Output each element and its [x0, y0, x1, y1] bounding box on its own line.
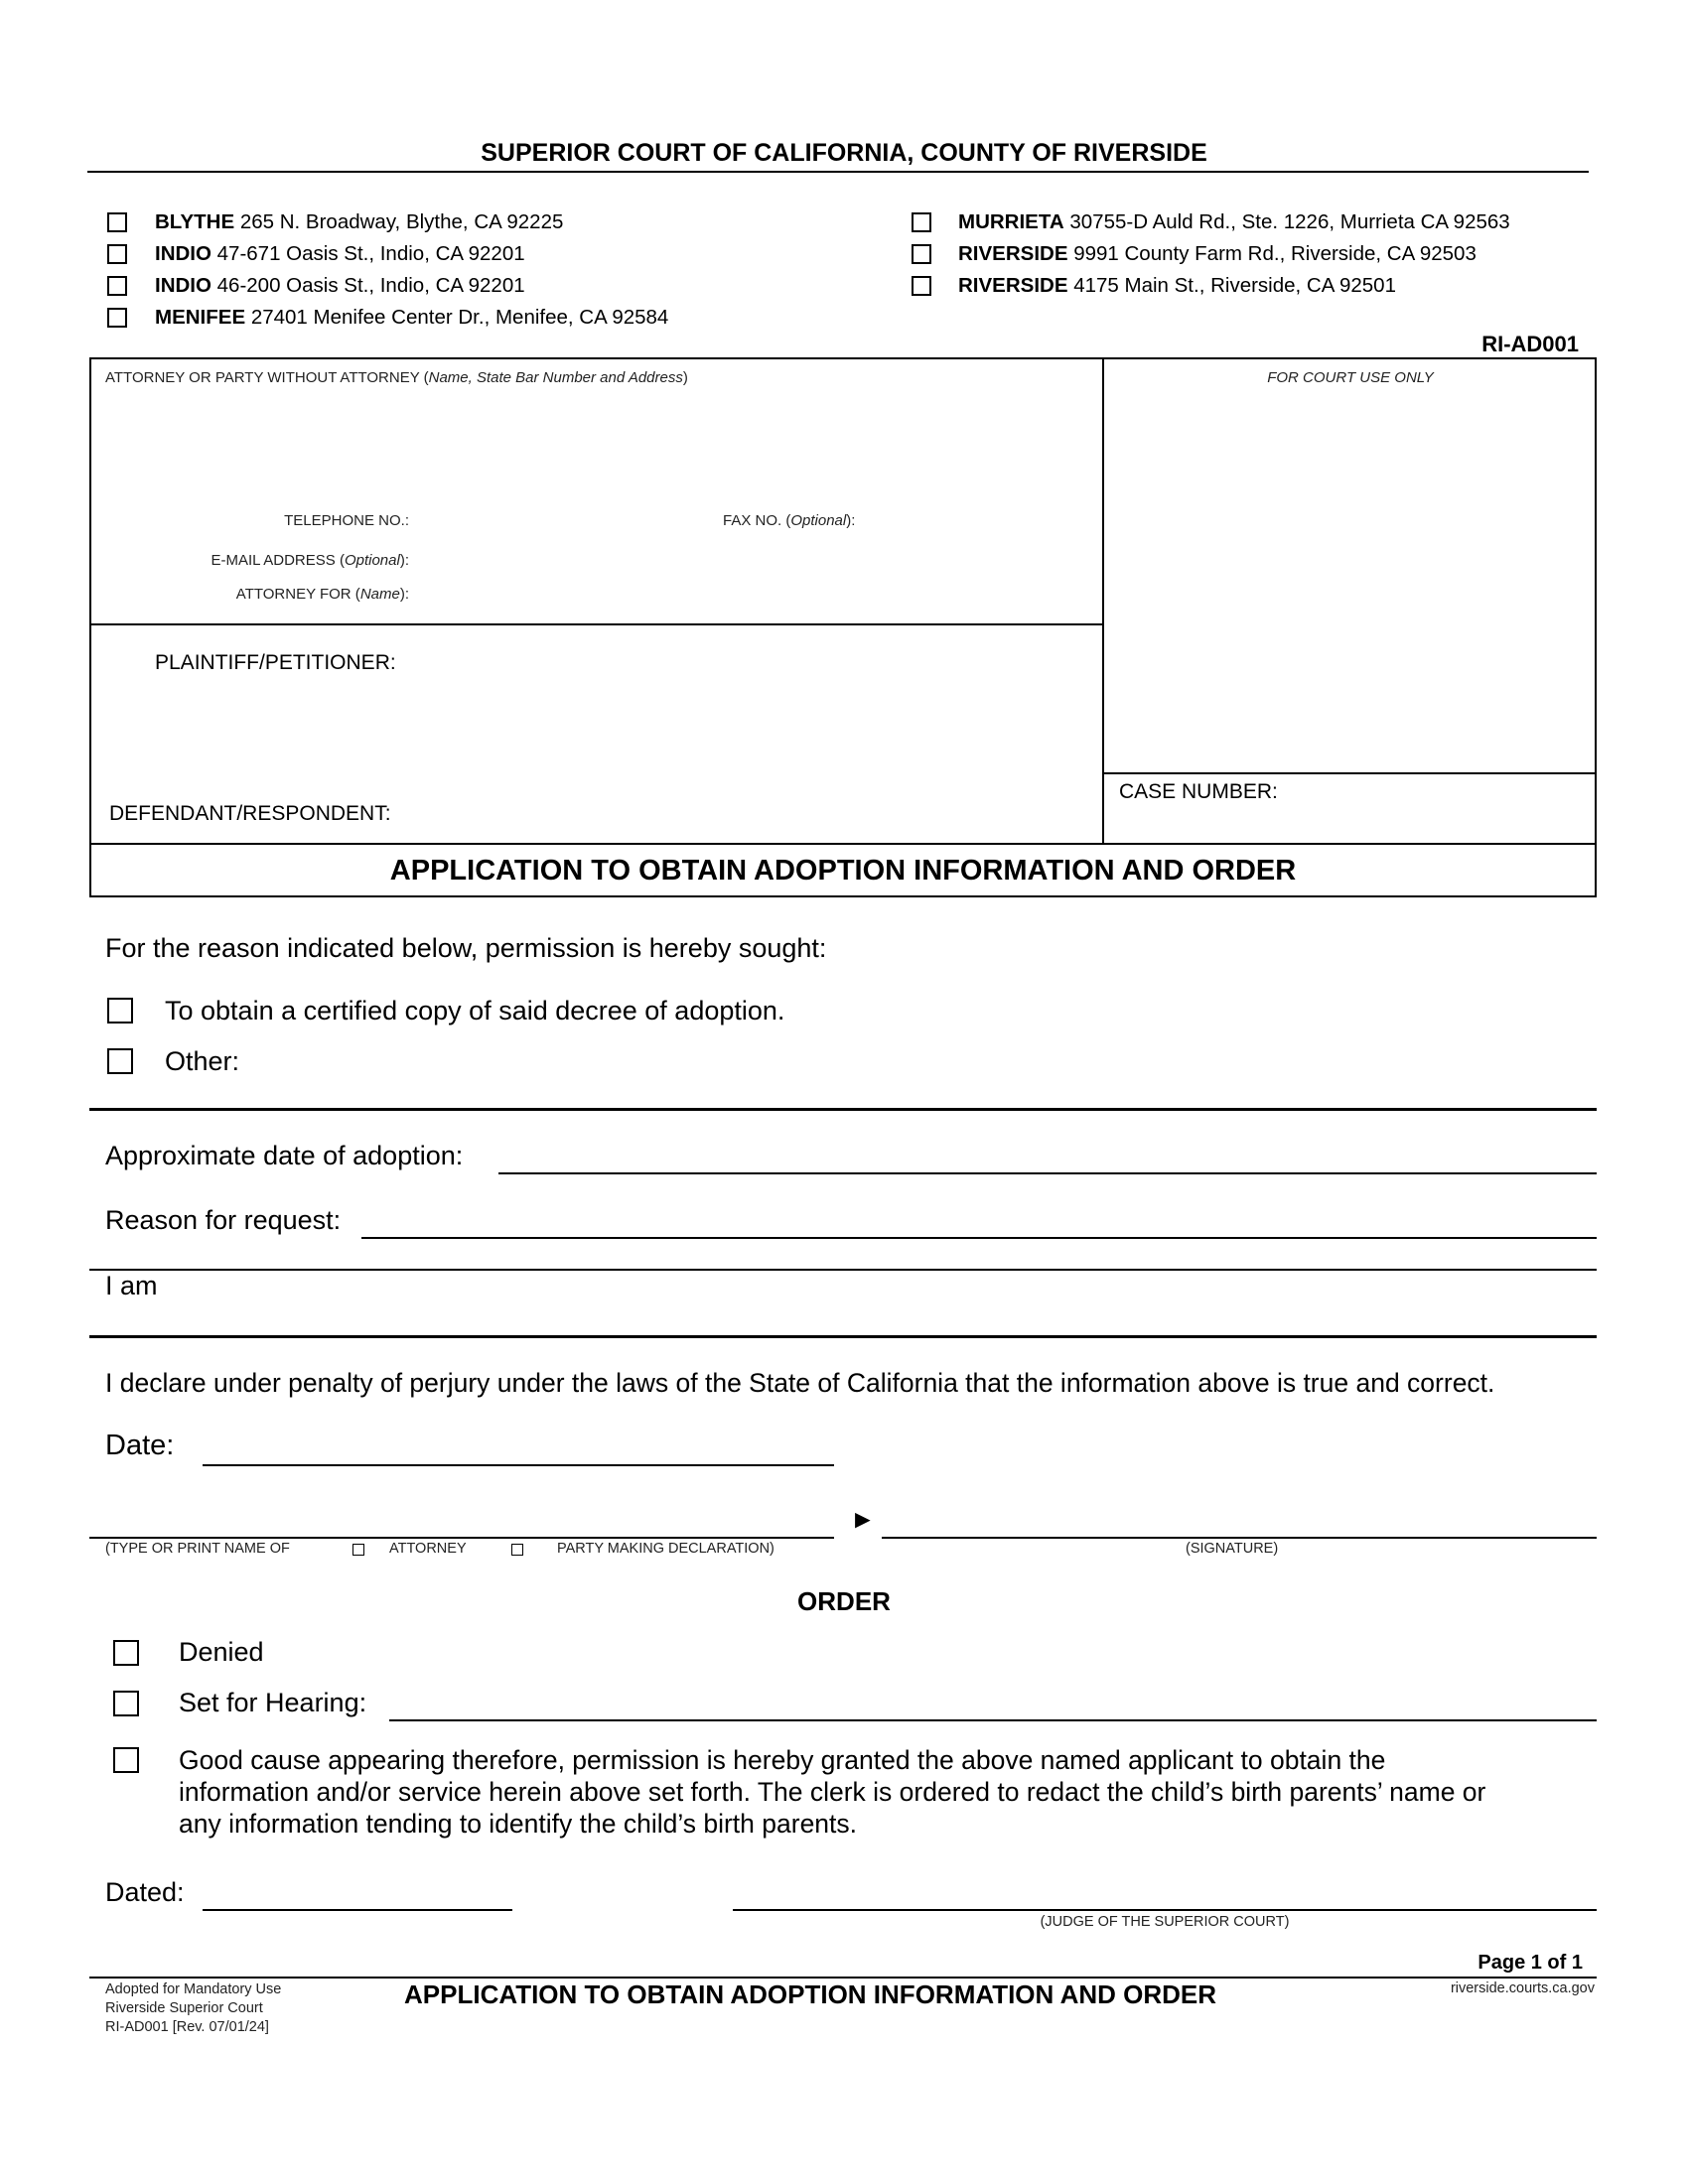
court-location-blythe: BLYTHE 265 N. Broadway, Blythe, CA 92225 [155, 210, 564, 233]
fax-field[interactable] [874, 508, 1092, 534]
dated-label: Dated: [105, 1877, 185, 1907]
court-location-checkbox-indio-46200[interactable] [107, 276, 127, 296]
telephone-field[interactable] [415, 508, 713, 534]
court-location-checkbox-riverside-main[interactable] [912, 276, 931, 296]
attorney-label: ATTORNEY OR PARTY WITHOUT ATTORNEY (Name, State Bar Number and Address) [105, 369, 688, 386]
adopted-line-2: Riverside Superior Court [105, 2000, 263, 2016]
date-label: Date: [105, 1430, 175, 1461]
court-location-checkbox-indio-47671[interactable] [107, 244, 127, 264]
court-location-indio-46200: INDIO 46-200 Oasis St., Indio, CA 92201 [155, 274, 525, 297]
email-field[interactable] [415, 548, 1090, 574]
court-location-checkbox-menifee[interactable] [107, 308, 127, 328]
defendant-label: DEFENDANT/RESPONDENT: [109, 802, 391, 825]
hearing-field[interactable] [389, 1719, 1597, 1721]
declaration-date-field[interactable] [203, 1464, 834, 1466]
name-line [89, 1537, 834, 1539]
judge-signature-field[interactable] [733, 1909, 1597, 1911]
fax-label: FAX NO. (Optional): [723, 512, 856, 529]
caption-divider-title [89, 843, 1597, 845]
section-rule-1 [89, 1108, 1597, 1111]
court-location-riverside-main: RIVERSIDE 4175 Main St., Riverside, CA 92501 [958, 274, 1396, 297]
case-number-label: CASE NUMBER: [1119, 780, 1278, 803]
reason-continuation-line [89, 1269, 1597, 1271]
set-for-hearing-checkbox[interactable] [113, 1691, 139, 1716]
court-location-checkbox-blythe[interactable] [107, 212, 127, 232]
denied-label: Denied [179, 1637, 264, 1667]
i-am-field[interactable] [169, 1273, 1589, 1328]
good-cause-line-3: any information tending to identify the child’s birth parents. [179, 1809, 858, 1839]
signature-arrow-icon: ► [850, 1504, 876, 1534]
approx-date-field[interactable] [498, 1172, 1597, 1174]
court-title: SUPERIOR COURT OF CALIFORNIA, COUNTY OF RIVERSIDE [481, 139, 1207, 167]
page-indicator: Page 1 of 1 [1477, 1952, 1583, 1974]
attorney-for-field[interactable] [415, 582, 1090, 608]
name-field[interactable] [89, 1503, 834, 1535]
attorney-role-label: ATTORNEY [389, 1541, 467, 1557]
adopted-block [105, 1980, 281, 2037]
footer-rule [89, 1977, 1597, 1979]
signature-line [882, 1537, 1597, 1539]
order-date-field[interactable] [203, 1909, 512, 1911]
caption-divider-case-number [1102, 772, 1597, 774]
order-heading: ORDER [797, 1586, 891, 1616]
good-cause-line-1: Good cause appearing therefore, permission is hereby granted the above named applicant to obtain the [179, 1745, 1386, 1775]
telephone-label: TELEPHONE NO.: [284, 512, 409, 529]
application-intro: For the reason indicated below, permission is hereby sought: [105, 933, 827, 963]
email-label: E-MAIL ADDRESS (Optional): [211, 552, 409, 569]
attorney-input[interactable] [99, 392, 1092, 501]
plaintiff-field[interactable] [417, 645, 1092, 745]
defendant-field[interactable] [417, 794, 1092, 834]
caption-divider-vertical [1102, 357, 1104, 844]
court-location-riverside-county-farm: RIVERSIDE 9991 County Farm Rd., Riverside, CA 92503 [958, 242, 1477, 265]
party-role-label: PARTY MAKING DECLARATION) [557, 1541, 774, 1557]
court-website: riverside.courts.ca.gov [1450, 1980, 1595, 1996]
other-field[interactable] [258, 1044, 1589, 1078]
court-location-checkbox-murrieta[interactable] [912, 212, 931, 232]
plaintiff-label: PLAINTIFF/PETITIONER: [155, 651, 396, 674]
attorney-for-label: ATTORNEY FOR (Name): [235, 586, 409, 603]
signature-field[interactable] [882, 1503, 1597, 1535]
good-cause-line-2: information and/or service herein above set forth. The clerk is ordered to redact the child’s birth parents’ name or [179, 1777, 1486, 1807]
other-checkbox[interactable] [107, 1048, 133, 1074]
form-title: APPLICATION TO OBTAIN ADOPTION INFORMATION AND ORDER [389, 855, 1297, 887]
header-rule [87, 171, 1589, 173]
court-location-checkbox-riverside-county-farm[interactable] [912, 244, 931, 264]
court-location-menifee: MENIFEE 27401 Menifee Center Dr., Menifee, CA 92584 [155, 306, 669, 329]
i-am-label: I am [105, 1271, 158, 1300]
case-number-field[interactable] [1119, 806, 1586, 838]
court-use-label: FOR COURT USE ONLY [1267, 369, 1434, 386]
good-cause-text [179, 1744, 1485, 1840]
reason-label: Reason for request: [105, 1205, 342, 1235]
attorney-role-checkbox[interactable] [352, 1544, 364, 1556]
declaration-statement: I declare under penalty of perjury under the laws of the State of California that the information above is true and correct. [105, 1368, 1495, 1398]
court-location-murrieta: MURRIETA 30755-D Auld Rd., Ste. 1226, Murrieta CA 92563 [958, 210, 1510, 233]
court-location-indio-47671: INDIO 47-671 Oasis St., Indio, CA 92201 [155, 242, 525, 265]
judge-caption: (JUDGE OF THE SUPERIOR COURT) [1040, 1914, 1290, 1930]
other-label: Other: [165, 1046, 240, 1076]
adopted-line-3: RI-AD001 [Rev. 07/01/24] [105, 2019, 269, 2035]
denied-checkbox[interactable] [113, 1640, 139, 1666]
set-for-hearing-label: Set for Hearing: [179, 1688, 367, 1717]
reason-field[interactable] [361, 1237, 1597, 1239]
form-number: RI-AD001 [1481, 332, 1579, 356]
party-role-checkbox[interactable] [511, 1544, 523, 1556]
adopted-line-1: Adopted for Mandatory Use [105, 1981, 282, 1997]
certified-copy-checkbox[interactable] [107, 998, 133, 1024]
name-caption: (TYPE OR PRINT NAME OF [105, 1541, 290, 1557]
footer-title: APPLICATION TO OBTAIN ADOPTION INFORMATION AND ORDER [404, 1979, 1217, 2009]
caption-divider-attorney [89, 623, 1102, 625]
certified-copy-label: To obtain a certified copy of said decree of adoption. [165, 996, 785, 1025]
good-cause-checkbox[interactable] [113, 1747, 139, 1773]
section-rule-2 [89, 1335, 1597, 1338]
approx-date-label: Approximate date of adoption: [105, 1141, 464, 1170]
signature-caption: (SIGNATURE) [1186, 1541, 1279, 1557]
